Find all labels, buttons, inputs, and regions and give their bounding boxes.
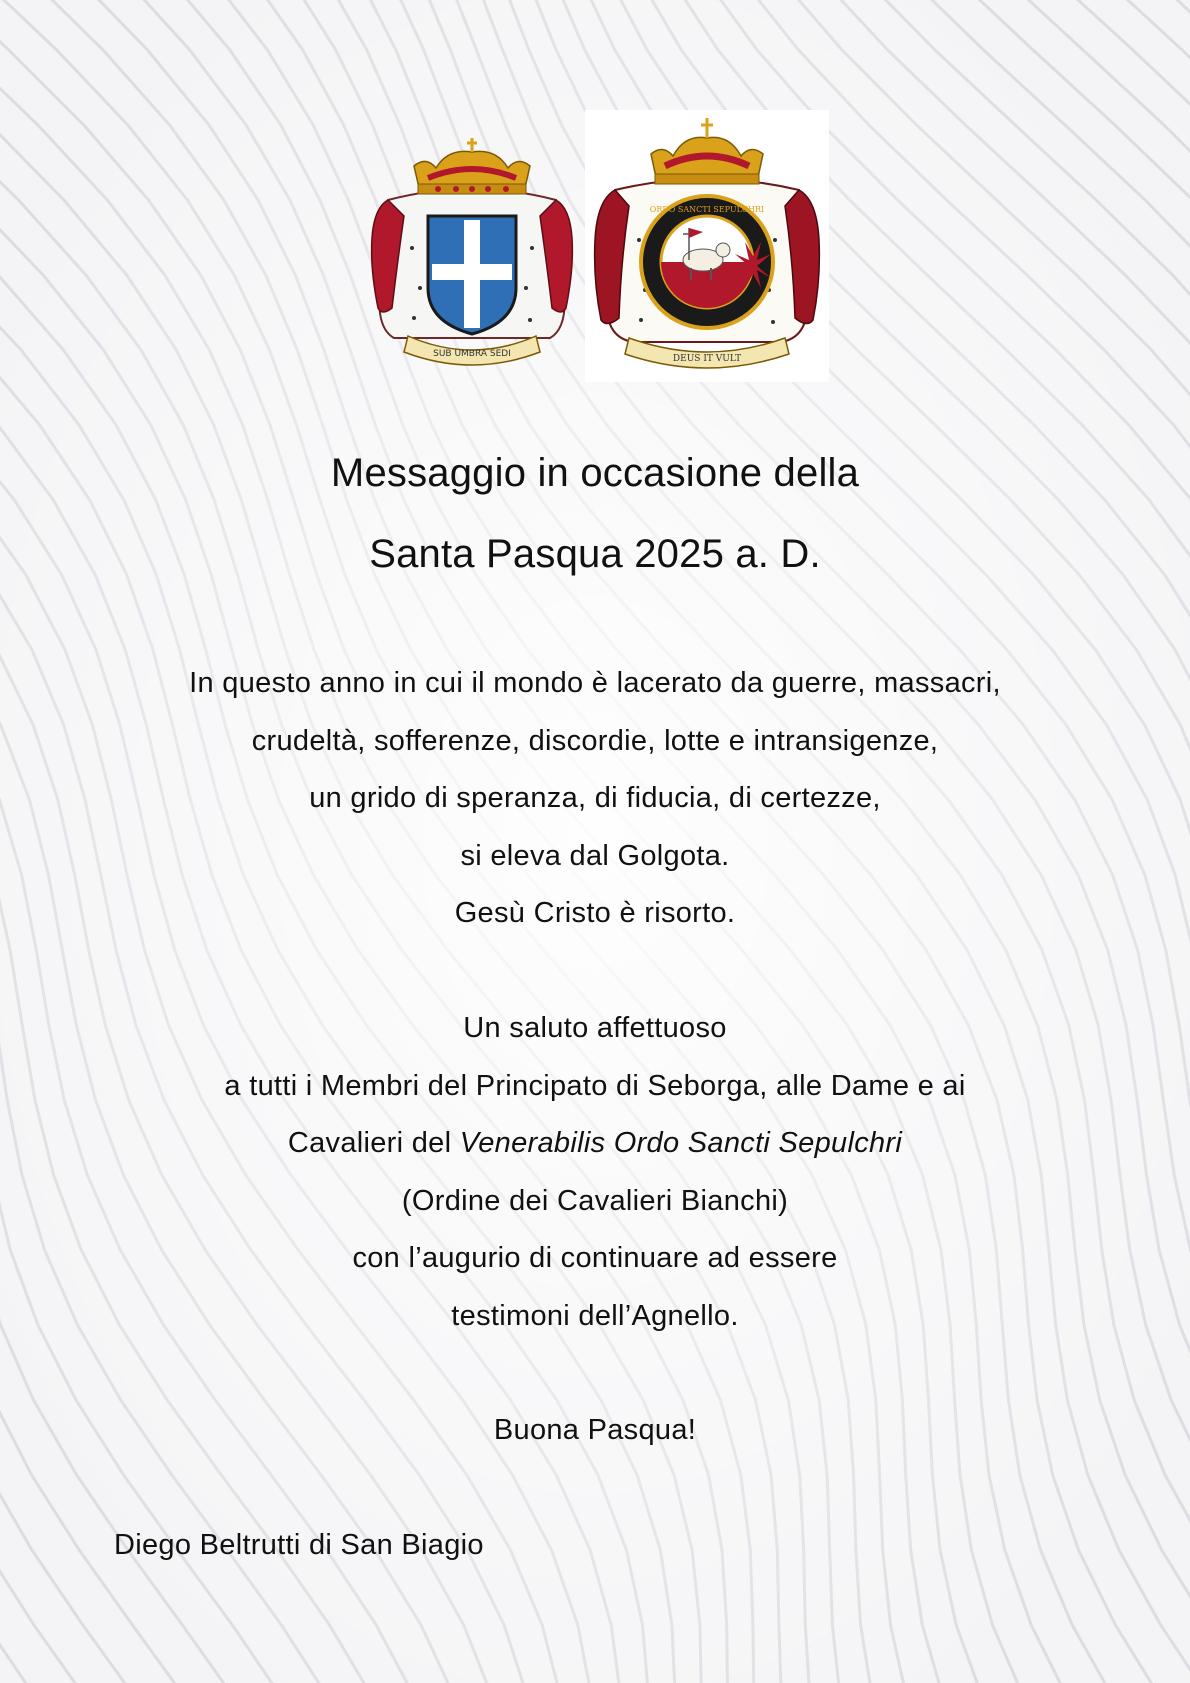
- title-line-2: Santa Pasqua 2025 a. D.: [369, 532, 821, 576]
- body-line: si eleva dal Golgota.: [460, 840, 730, 872]
- seborga-coat-of-arms: [368, 138, 576, 374]
- body-line: In questo anno in cui il mondo è lacerato da guerre, massacri,: [189, 667, 1001, 699]
- greeting-line: Un saluto affettuoso: [463, 1012, 727, 1044]
- greeting-line: testimoni dell’Agnello.: [451, 1300, 739, 1332]
- body-line: un grido di speranza, di fiducia, di certezze,: [309, 782, 881, 814]
- body-line: crudeltà, sofferenze, discordie, lotte e intransigenze,: [251, 725, 939, 757]
- greeting-line: con l’augurio di continuare ad essere: [352, 1242, 838, 1274]
- easter-greeting: Buona Pasqua!: [493, 1414, 697, 1446]
- body-line: Gesù Cristo è risorto.: [454, 897, 736, 929]
- title-line-1: Messaggio in occasione della: [330, 451, 860, 495]
- order-coat-of-arms: [585, 110, 829, 382]
- greeting-line: [0, 1127, 1190, 1160]
- seborga-motto: SUB UMBRA SEDI: [433, 349, 511, 359]
- order-name-italic: Venerabilis Ordo Sancti Sepulchri: [459, 1127, 903, 1159]
- greeting-line: (Ordine dei Cavalieri Bianchi): [401, 1185, 789, 1217]
- greeting-line-prefix: Cavalieri del: [287, 1127, 460, 1159]
- order-ring-text: ORDO SANCTI SEPULCHRI: [649, 205, 765, 214]
- signature: Diego Beltrutti di San Biagio: [114, 1529, 484, 1561]
- greeting-line: a tutti i Membri del Principato di Seborga, alle Dame e ai: [224, 1070, 966, 1102]
- order-motto: DEUS IT VULT: [672, 354, 742, 364]
